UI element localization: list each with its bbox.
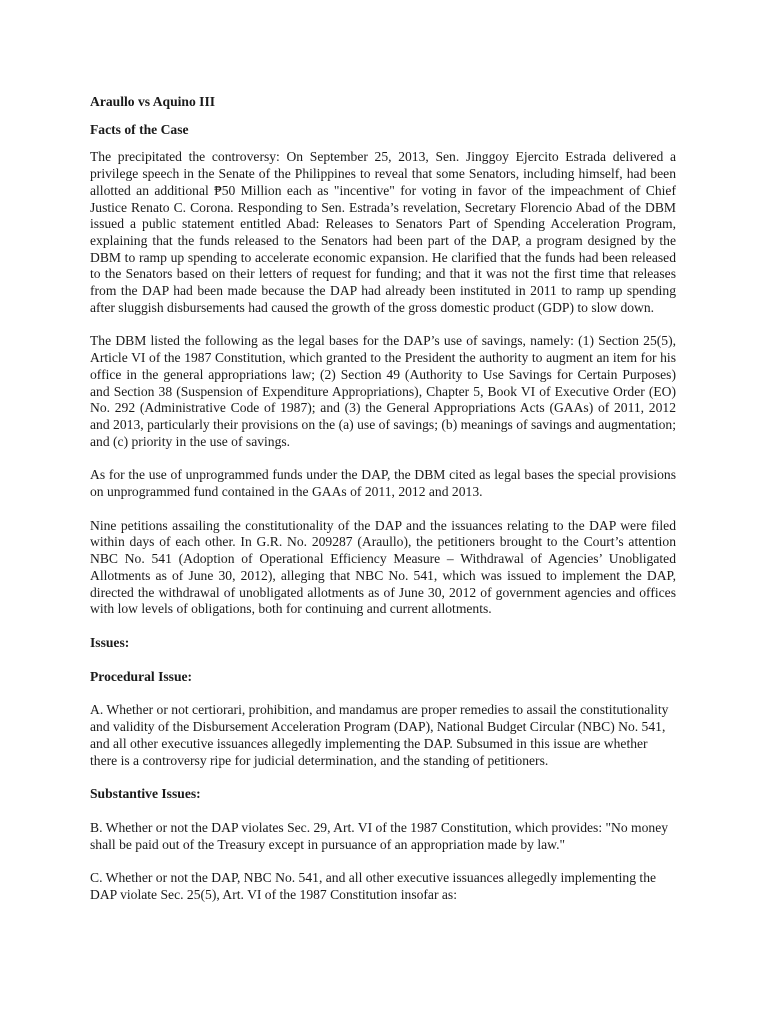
procedural-issue-heading: Procedural Issue: <box>90 668 193 684</box>
issues-heading: Issues: <box>90 634 130 650</box>
facts-paragraph-2: The DBM listed the following as the legal bases for the DAP’s use of savings, namely: (1) Section 25(5), Article VI of the 1987 Constitution, which granted to the President the authority to augment an item for his office in the general appropriations law; (2) Section 49 (Authority to Use Savings for Certain Purposes) and Section 38 (Suspension of Expenditure Appropriations), Chapter 5, Book VI of Executive Order (EO) No. 292 (Administrative Code of 1987); and (3) the General Appropriations Acts (GAAs) of 2011, 2012 and 2013, particularly their provisions on the (a) use of savings; (b) meanings of savings and augmentation; and (c) priority in the use of savings. <box>90 333 676 449</box>
facts-paragraph-4: Nine petitions assailing the constitutionality of the DAP and the issuances relating to the DAP were filed within days of each other. In G.R. No. 209287 (Araullo), the petitioners brought to the Court’s attention NBC No. 541 (Adoption of Operational Efficiency Measure – Withdrawal of Agencies’ Unobligated Allotments as of June 30, 2012), alleging that NBC No. 541, which was issued to implement the DAP, directed the withdrawal of unobligated allotments as of June 30, 2012 of government agencies and offices with low levels of obligations, both for continuing and current allotments. <box>90 517 676 617</box>
issue-b-paragraph: B. Whether or not the DAP violates Sec. 29, Art. VI of the 1987 Constitution, which provides: "No money shall be paid out of the Treasury except in pursuance of an appropriation made by law." <box>90 819 669 852</box>
facts-paragraph-1: The precipitated the controversy: On September 25, 2013, Sen. Jinggoy Ejercito Estrada delivered a privilege speech in the Senate of the Philippines to reveal that some Senators, including himself, had been allotted an additional ₱50 Million each as "incentive" for voting in favor of the impeachment of Chief Justice Renato C. Corona. Responding to Sen. Estrada’s revelation, Secretary Florencio Abad of the DBM issued a public statement entitled Abad: Releases to Senators Part of Spending Acceleration Program, explaining that the funds released to the Senators had been part of the DAP, a program designed by the DBM to ramp up spending to accelerate economic expansion. He clarified that the funds had been released to the Senators based on their letters of request for funding; and that it was not the first time that releases from the DAP had been made because the DAP had already been instituted in 2011 to ramp up spending after sluggish disbursements had caused the growth of the gross domestic product (GDP) to slow down. <box>90 149 676 315</box>
document-title: Araullo vs Aquino III <box>90 94 216 109</box>
facts-paragraph-3: As for the use of unprogrammed funds under the DAP, the DBM cited as legal bases the special provisions on unprogrammed fund contained in the GAAs of 2011, 2012 and 2013. <box>90 467 676 500</box>
issue-a-paragraph: A. Whether or not certiorari, prohibition, and mandamus are proper remedies to assail the constitutionality and validity of the Disbursement Acceleration Program (DAP), National Budget Circular (NBC) No. 541, and all other executive issuances allegedly implementing the DAP. Subsumed in this issue are whether there is a controversy ripe for judicial determination, and the standing of petitioners. <box>90 702 669 768</box>
facts-heading: Facts of the Case <box>90 121 189 137</box>
substantive-issues-heading: Substantive Issues: <box>90 786 201 802</box>
issue-c-paragraph: C. Whether or not the DAP, NBC No. 541, and all other executive issuances allegedly implementing the DAP violate Sec. 25(5), Art. VI of the 1987 Constitution insofar as: <box>90 870 657 903</box>
document-page <box>90 88 676 904</box>
